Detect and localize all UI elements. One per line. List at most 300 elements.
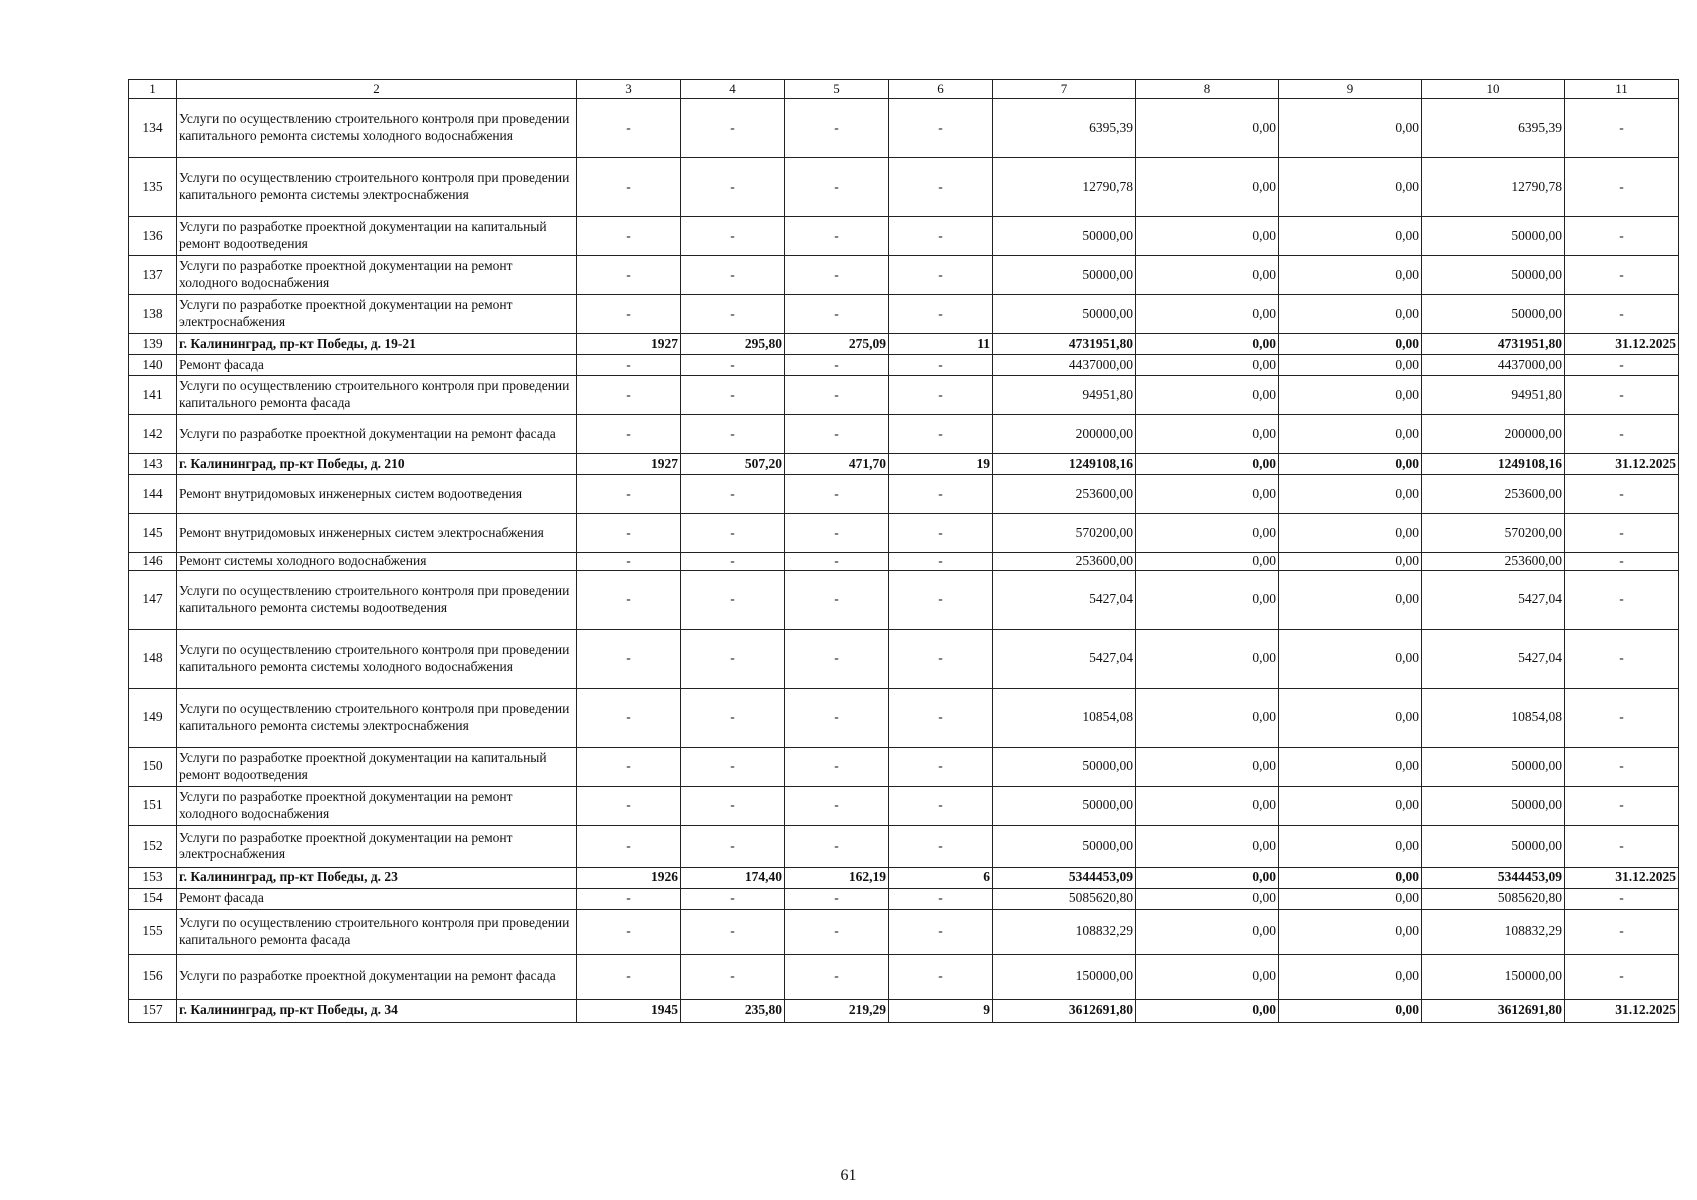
living-area-cell: - (785, 217, 889, 256)
row-number-cell: 152 (129, 825, 177, 867)
year-cell: - (577, 415, 681, 454)
year-cell: - (577, 295, 681, 334)
cost-total-cell: 253600,00 (993, 553, 1136, 571)
living-area-cell: - (785, 954, 889, 999)
cost-col8-cell: 0,00 (1136, 888, 1279, 909)
living-area-cell: 275,09 (785, 334, 889, 355)
total-area-cell: - (681, 355, 785, 376)
cost-col9-cell: 0,00 (1279, 888, 1422, 909)
living-area-cell: - (785, 909, 889, 954)
year-cell: 1927 (577, 454, 681, 475)
total-area-cell: 507,20 (681, 454, 785, 475)
cost-col8-cell: 0,00 (1136, 334, 1279, 355)
residents-cell: - (889, 256, 993, 295)
deadline-cell: - (1565, 99, 1679, 158)
residents-cell: - (889, 909, 993, 954)
cost-col9-cell: 0,00 (1279, 334, 1422, 355)
cost-col8-cell: 0,00 (1136, 376, 1279, 415)
total-area-cell: - (681, 376, 785, 415)
row-number-cell: 135 (129, 158, 177, 217)
table-header (129, 80, 1679, 99)
cost-col10-cell: 94951,80 (1422, 376, 1565, 415)
row-number-cell: 148 (129, 629, 177, 688)
deadline-cell: - (1565, 553, 1679, 571)
living-area-cell: - (785, 888, 889, 909)
year-cell: - (577, 629, 681, 688)
column-header-4: 4 (681, 80, 785, 99)
deadline-cell: 31.12.2025 (1565, 999, 1679, 1022)
work-name-cell: Ремонт фасада (177, 355, 577, 376)
cost-col8-cell: 0,00 (1136, 786, 1279, 825)
residents-cell: - (889, 355, 993, 376)
cost-total-cell: 5427,04 (993, 629, 1136, 688)
deadline-cell: 31.12.2025 (1565, 454, 1679, 475)
living-area-cell: - (785, 825, 889, 867)
work-name-cell: Услуги по осуществлению строительного контроля при проведении капитального ремонта фасада (177, 909, 577, 954)
residents-cell: - (889, 888, 993, 909)
row-number-cell: 151 (129, 786, 177, 825)
cost-col10-cell: 5085620,80 (1422, 888, 1565, 909)
work-name-cell: Услуги по разработке проектной документации на капитальный ремонт водоотведения (177, 747, 577, 786)
cost-total-cell: 1249108,16 (993, 454, 1136, 475)
work-name-cell: Услуги по разработке проектной документации на ремонт фасада (177, 415, 577, 454)
cost-col10-cell: 570200,00 (1422, 514, 1565, 553)
living-area-cell: - (785, 415, 889, 454)
cost-col9-cell: 0,00 (1279, 825, 1422, 867)
cost-total-cell: 50000,00 (993, 747, 1136, 786)
residents-cell: - (889, 747, 993, 786)
cost-col8-cell: 0,00 (1136, 629, 1279, 688)
cost-col9-cell: 0,00 (1279, 256, 1422, 295)
total-area-cell: - (681, 514, 785, 553)
work-name-cell: Ремонт внутридомовых инженерных систем электроснабжения (177, 514, 577, 553)
cost-col8-cell: 0,00 (1136, 954, 1279, 999)
year-cell: - (577, 909, 681, 954)
row-number-cell: 150 (129, 747, 177, 786)
cost-total-cell: 50000,00 (993, 825, 1136, 867)
residents-cell: - (889, 954, 993, 999)
work-name-cell: Услуги по разработке проектной документации на ремонт холодного водоснабжения (177, 786, 577, 825)
year-cell: - (577, 688, 681, 747)
work-name-cell: Ремонт системы холодного водоснабжения (177, 553, 577, 571)
cost-col8-cell: 0,00 (1136, 909, 1279, 954)
table-row (129, 295, 1679, 334)
living-area-cell: - (785, 99, 889, 158)
work-name-cell: Услуги по разработке проектной документации на капитальный ремонт водоотведения (177, 217, 577, 256)
deadline-cell: - (1565, 954, 1679, 999)
deadline-cell: - (1565, 158, 1679, 217)
living-area-cell: - (785, 158, 889, 217)
deadline-cell: 31.12.2025 (1565, 867, 1679, 888)
table-body (129, 99, 1679, 1023)
row-number-cell: 147 (129, 570, 177, 629)
cost-col10-cell: 253600,00 (1422, 553, 1565, 571)
work-name-cell: Услуги по осуществлению строительного контроля при проведении капитального ремонта фасада (177, 376, 577, 415)
total-area-cell: - (681, 295, 785, 334)
address-row (129, 334, 1679, 355)
cost-col9-cell: 0,00 (1279, 158, 1422, 217)
total-area-cell: - (681, 475, 785, 514)
work-name-cell: г. Калининград, пр-кт Победы, д. 34 (177, 999, 577, 1022)
total-area-cell: 235,80 (681, 999, 785, 1022)
cost-col10-cell: 1249108,16 (1422, 454, 1565, 475)
table-row (129, 553, 1679, 571)
cost-col9-cell: 0,00 (1279, 954, 1422, 999)
total-area-cell: - (681, 786, 785, 825)
table-row (129, 355, 1679, 376)
cost-col8-cell: 0,00 (1136, 295, 1279, 334)
deadline-cell: - (1565, 570, 1679, 629)
living-area-cell: - (785, 688, 889, 747)
row-number-cell: 154 (129, 888, 177, 909)
row-number-cell: 143 (129, 454, 177, 475)
row-number-cell: 134 (129, 99, 177, 158)
table-row (129, 217, 1679, 256)
cost-col9-cell: 0,00 (1279, 295, 1422, 334)
living-area-cell: 162,19 (785, 867, 889, 888)
cost-col8-cell: 0,00 (1136, 454, 1279, 475)
cost-col10-cell: 50000,00 (1422, 217, 1565, 256)
row-number-cell: 140 (129, 355, 177, 376)
column-header-9: 9 (1279, 80, 1422, 99)
column-header-11: 11 (1565, 80, 1679, 99)
table-row (129, 99, 1679, 158)
year-cell: - (577, 355, 681, 376)
total-area-cell: 295,80 (681, 334, 785, 355)
cost-col8-cell: 0,00 (1136, 688, 1279, 747)
works-table (128, 79, 1679, 1023)
cost-col8-cell: 0,00 (1136, 158, 1279, 217)
cost-col8-cell: 0,00 (1136, 355, 1279, 376)
cost-col10-cell: 50000,00 (1422, 747, 1565, 786)
living-area-cell: - (785, 295, 889, 334)
total-area-cell: - (681, 158, 785, 217)
table-row (129, 747, 1679, 786)
total-area-cell: - (681, 99, 785, 158)
year-cell: - (577, 99, 681, 158)
residents-cell: - (889, 295, 993, 334)
row-number-cell: 141 (129, 376, 177, 415)
row-number-cell: 153 (129, 867, 177, 888)
total-area-cell: - (681, 217, 785, 256)
cost-col10-cell: 150000,00 (1422, 954, 1565, 999)
cost-col9-cell: 0,00 (1279, 355, 1422, 376)
row-number-cell: 146 (129, 553, 177, 571)
cost-total-cell: 50000,00 (993, 217, 1136, 256)
cost-col9-cell: 0,00 (1279, 217, 1422, 256)
total-area-cell: - (681, 553, 785, 571)
living-area-cell: 219,29 (785, 999, 889, 1022)
table-row (129, 954, 1679, 999)
column-header-10: 10 (1422, 80, 1565, 99)
cost-total-cell: 5344453,09 (993, 867, 1136, 888)
deadline-cell: - (1565, 514, 1679, 553)
work-name-cell: Услуги по разработке проектной документации на ремонт фасада (177, 954, 577, 999)
cost-col8-cell: 0,00 (1136, 475, 1279, 514)
cost-total-cell: 12790,78 (993, 158, 1136, 217)
deadline-cell: - (1565, 415, 1679, 454)
cost-total-cell: 50000,00 (993, 786, 1136, 825)
cost-col10-cell: 4731951,80 (1422, 334, 1565, 355)
header-row (129, 80, 1679, 99)
year-cell: 1945 (577, 999, 681, 1022)
total-area-cell: - (681, 909, 785, 954)
residents-cell: - (889, 825, 993, 867)
total-area-cell: - (681, 688, 785, 747)
residents-cell: - (889, 514, 993, 553)
living-area-cell: - (785, 553, 889, 571)
cost-col9-cell: 0,00 (1279, 376, 1422, 415)
table-row (129, 825, 1679, 867)
row-number-cell: 149 (129, 688, 177, 747)
deadline-cell: - (1565, 825, 1679, 867)
deadline-cell: - (1565, 217, 1679, 256)
cost-col10-cell: 4437000,00 (1422, 355, 1565, 376)
year-cell: - (577, 954, 681, 999)
cost-col8-cell: 0,00 (1136, 747, 1279, 786)
table-row (129, 909, 1679, 954)
total-area-cell: - (681, 570, 785, 629)
deadline-cell: - (1565, 355, 1679, 376)
work-name-cell: Ремонт фасада (177, 888, 577, 909)
cost-col10-cell: 50000,00 (1422, 256, 1565, 295)
year-cell: - (577, 786, 681, 825)
cost-col8-cell: 0,00 (1136, 99, 1279, 158)
cost-col9-cell: 0,00 (1279, 514, 1422, 553)
cost-col9-cell: 0,00 (1279, 99, 1422, 158)
table-row (129, 786, 1679, 825)
column-header-5: 5 (785, 80, 889, 99)
cost-col9-cell: 0,00 (1279, 553, 1422, 571)
deadline-cell: - (1565, 786, 1679, 825)
cost-total-cell: 50000,00 (993, 295, 1136, 334)
cost-total-cell: 570200,00 (993, 514, 1136, 553)
address-row (129, 999, 1679, 1022)
column-header-6: 6 (889, 80, 993, 99)
residents-cell: - (889, 217, 993, 256)
residents-cell: - (889, 99, 993, 158)
cost-col8-cell: 0,00 (1136, 570, 1279, 629)
cost-col9-cell: 0,00 (1279, 786, 1422, 825)
year-cell: - (577, 888, 681, 909)
work-name-cell: Ремонт внутридомовых инженерных систем водоотведения (177, 475, 577, 514)
work-name-cell: Услуги по осуществлению строительного контроля при проведении капитального ремонта системы электроснабжения (177, 158, 577, 217)
year-cell: - (577, 217, 681, 256)
column-header-1: 1 (129, 80, 177, 99)
cost-col10-cell: 253600,00 (1422, 475, 1565, 514)
row-number-cell: 155 (129, 909, 177, 954)
cost-col9-cell: 0,00 (1279, 867, 1422, 888)
deadline-cell: - (1565, 688, 1679, 747)
residents-cell: 19 (889, 454, 993, 475)
cost-col9-cell: 0,00 (1279, 415, 1422, 454)
cost-col10-cell: 12790,78 (1422, 158, 1565, 217)
cost-col10-cell: 10854,08 (1422, 688, 1565, 747)
deadline-cell: - (1565, 256, 1679, 295)
address-row (129, 454, 1679, 475)
living-area-cell: - (785, 376, 889, 415)
cost-total-cell: 50000,00 (993, 256, 1136, 295)
residents-cell: - (889, 553, 993, 571)
cost-total-cell: 10854,08 (993, 688, 1136, 747)
work-name-cell: г. Калининград, пр-кт Победы, д. 23 (177, 867, 577, 888)
residents-cell: - (889, 629, 993, 688)
cost-col10-cell: 5427,04 (1422, 570, 1565, 629)
year-cell: - (577, 514, 681, 553)
cost-col8-cell: 0,00 (1136, 514, 1279, 553)
work-name-cell: Услуги по разработке проектной документации на ремонт электроснабжения (177, 825, 577, 867)
total-area-cell: - (681, 629, 785, 688)
total-area-cell: 174,40 (681, 867, 785, 888)
residents-cell: - (889, 786, 993, 825)
cost-col10-cell: 5427,04 (1422, 629, 1565, 688)
row-number-cell: 138 (129, 295, 177, 334)
cost-col10-cell: 3612691,80 (1422, 999, 1565, 1022)
cost-total-cell: 5427,04 (993, 570, 1136, 629)
cost-total-cell: 5085620,80 (993, 888, 1136, 909)
year-cell: - (577, 747, 681, 786)
page-number: 61 (840, 1167, 857, 1184)
residents-cell: - (889, 570, 993, 629)
cost-col8-cell: 0,00 (1136, 999, 1279, 1022)
cost-total-cell: 4437000,00 (993, 355, 1136, 376)
cost-col9-cell: 0,00 (1279, 747, 1422, 786)
table-row (129, 688, 1679, 747)
work-name-cell: Услуги по разработке проектной документации на ремонт холодного водоснабжения (177, 256, 577, 295)
address-row (129, 867, 1679, 888)
living-area-cell: - (785, 355, 889, 376)
living-area-cell: - (785, 629, 889, 688)
column-header-7: 7 (993, 80, 1136, 99)
row-number-cell: 137 (129, 256, 177, 295)
work-name-cell: Услуги по разработке проектной документации на ремонт электроснабжения (177, 295, 577, 334)
living-area-cell: - (785, 256, 889, 295)
living-area-cell: - (785, 475, 889, 514)
cost-total-cell: 94951,80 (993, 376, 1136, 415)
total-area-cell: - (681, 888, 785, 909)
cost-col10-cell: 50000,00 (1422, 825, 1565, 867)
row-number-cell: 157 (129, 999, 177, 1022)
table-row (129, 570, 1679, 629)
cost-col9-cell: 0,00 (1279, 454, 1422, 475)
table-row (129, 629, 1679, 688)
cost-col9-cell: 0,00 (1279, 475, 1422, 514)
cost-col9-cell: 0,00 (1279, 999, 1422, 1022)
year-cell: - (577, 825, 681, 867)
cost-total-cell: 253600,00 (993, 475, 1136, 514)
column-header-2: 2 (177, 80, 577, 99)
cost-col9-cell: 0,00 (1279, 570, 1422, 629)
residents-cell: - (889, 415, 993, 454)
residents-cell: - (889, 158, 993, 217)
year-cell: - (577, 256, 681, 295)
total-area-cell: - (681, 415, 785, 454)
year-cell: - (577, 158, 681, 217)
cost-col9-cell: 0,00 (1279, 909, 1422, 954)
cost-col10-cell: 5344453,09 (1422, 867, 1565, 888)
cost-col9-cell: 0,00 (1279, 688, 1422, 747)
residents-cell: - (889, 475, 993, 514)
deadline-cell: - (1565, 475, 1679, 514)
deadline-cell: - (1565, 909, 1679, 954)
cost-col10-cell: 108832,29 (1422, 909, 1565, 954)
work-name-cell: Услуги по осуществлению строительного контроля при проведении капитального ремонта системы электроснабжения (177, 688, 577, 747)
cost-col10-cell: 200000,00 (1422, 415, 1565, 454)
work-name-cell: Услуги по осуществлению строительного контроля при проведении капитального ремонта системы холодного водоснабжения (177, 99, 577, 158)
residents-cell: - (889, 688, 993, 747)
residents-cell: - (889, 376, 993, 415)
year-cell: - (577, 376, 681, 415)
year-cell: - (577, 475, 681, 514)
year-cell: 1926 (577, 867, 681, 888)
total-area-cell: - (681, 954, 785, 999)
row-number-cell: 142 (129, 415, 177, 454)
cost-col10-cell: 50000,00 (1422, 295, 1565, 334)
living-area-cell: - (785, 786, 889, 825)
row-number-cell: 145 (129, 514, 177, 553)
total-area-cell: - (681, 825, 785, 867)
living-area-cell: - (785, 747, 889, 786)
cost-col8-cell: 0,00 (1136, 553, 1279, 571)
deadline-cell: - (1565, 629, 1679, 688)
table-row (129, 415, 1679, 454)
row-number-cell: 156 (129, 954, 177, 999)
cost-col8-cell: 0,00 (1136, 217, 1279, 256)
cost-total-cell: 150000,00 (993, 954, 1136, 999)
cost-total-cell: 200000,00 (993, 415, 1136, 454)
deadline-cell: - (1565, 295, 1679, 334)
cost-col8-cell: 0,00 (1136, 867, 1279, 888)
cost-total-cell: 3612691,80 (993, 999, 1136, 1022)
deadline-cell: - (1565, 747, 1679, 786)
cost-total-cell: 6395,39 (993, 99, 1136, 158)
deadline-cell: 31.12.2025 (1565, 334, 1679, 355)
cost-col8-cell: 0,00 (1136, 415, 1279, 454)
living-area-cell: - (785, 570, 889, 629)
cost-total-cell: 4731951,80 (993, 334, 1136, 355)
table-row (129, 475, 1679, 514)
cost-col10-cell: 50000,00 (1422, 786, 1565, 825)
cost-col8-cell: 0,00 (1136, 256, 1279, 295)
row-number-cell: 136 (129, 217, 177, 256)
work-name-cell: г. Калининград, пр-кт Победы, д. 19-21 (177, 334, 577, 355)
table-row (129, 158, 1679, 217)
row-number-cell: 144 (129, 475, 177, 514)
row-number-cell: 139 (129, 334, 177, 355)
year-cell: - (577, 553, 681, 571)
table-row (129, 888, 1679, 909)
deadline-cell: - (1565, 376, 1679, 415)
residents-cell: 9 (889, 999, 993, 1022)
column-header-8: 8 (1136, 80, 1279, 99)
total-area-cell: - (681, 256, 785, 295)
cost-col8-cell: 0,00 (1136, 825, 1279, 867)
cost-col10-cell: 6395,39 (1422, 99, 1565, 158)
table-row (129, 514, 1679, 553)
deadline-cell: - (1565, 888, 1679, 909)
table-row (129, 376, 1679, 415)
cost-col9-cell: 0,00 (1279, 629, 1422, 688)
year-cell: - (577, 570, 681, 629)
work-name-cell: Услуги по осуществлению строительного контроля при проведении капитального ремонта системы холодного водоснабжения (177, 629, 577, 688)
living-area-cell: 471,70 (785, 454, 889, 475)
living-area-cell: - (785, 514, 889, 553)
column-header-3: 3 (577, 80, 681, 99)
year-cell: 1927 (577, 334, 681, 355)
cost-total-cell: 108832,29 (993, 909, 1136, 954)
residents-cell: 11 (889, 334, 993, 355)
work-name-cell: г. Калининград, пр-кт Победы, д. 210 (177, 454, 577, 475)
